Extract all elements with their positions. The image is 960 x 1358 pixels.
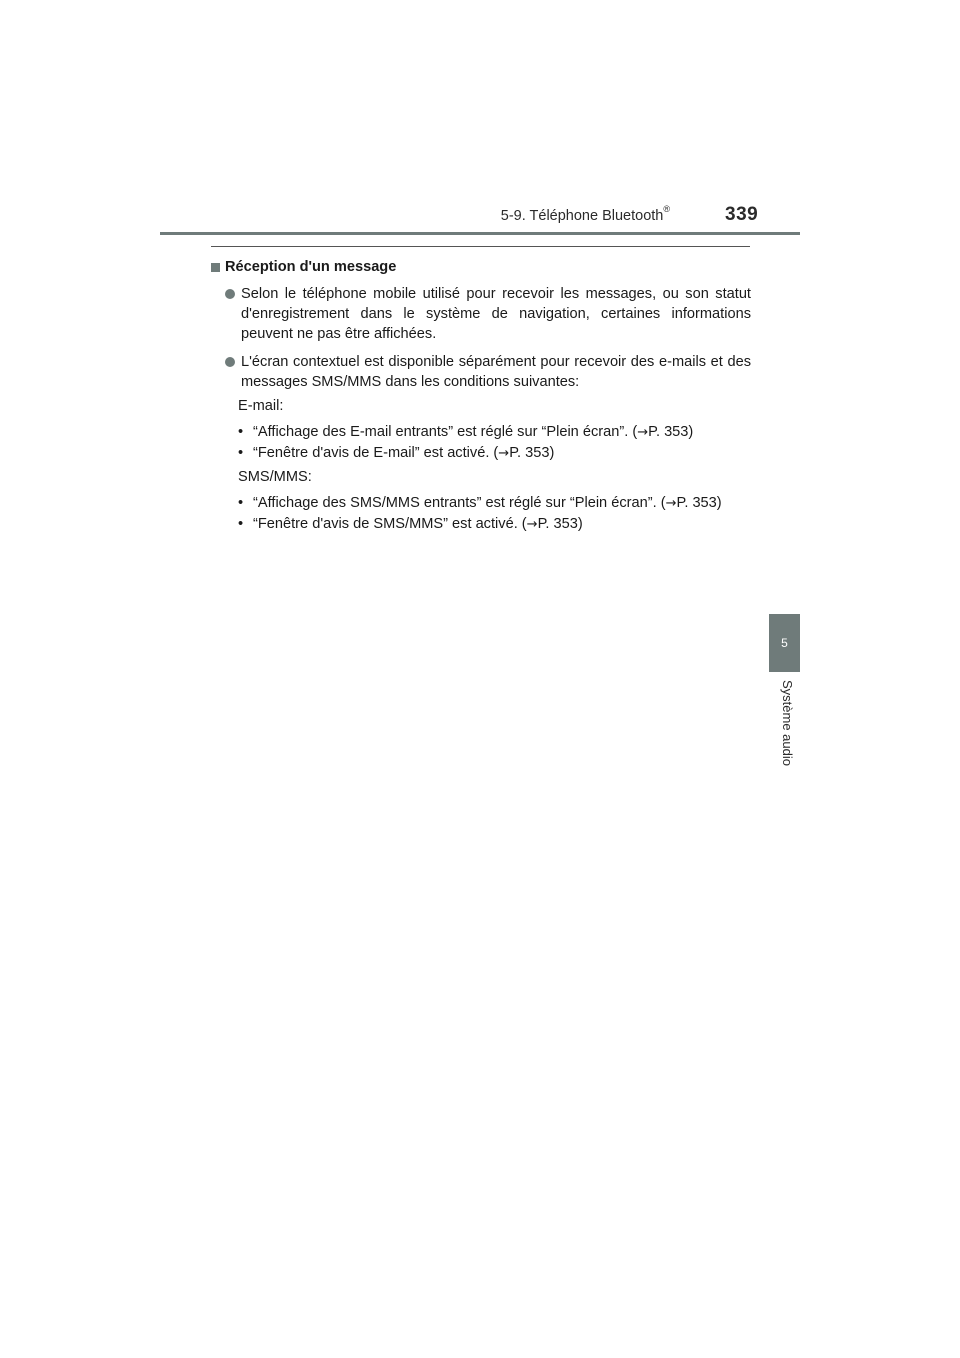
section-heading-text: Réception d'un message: [225, 259, 397, 275]
arrow-icon: →: [665, 496, 677, 511]
chapter-tab: [769, 614, 800, 672]
list-item: [238, 443, 751, 464]
bullet-item: [211, 284, 751, 344]
circle-bullet-icon: [225, 357, 235, 367]
list-item-text: “Affichage des E-mail entrants” est réglé sur “Plein écran”. (→P. 353): [253, 424, 694, 440]
list-item: [238, 514, 751, 535]
list-item-text: “Fenêtre d'avis de E-mail” est activé. (→P. 353): [253, 445, 555, 461]
page-reference[interactable]: P. 353): [648, 424, 694, 440]
page-header: [0, 0, 960, 240]
dot-bullet: •: [238, 516, 244, 532]
email-conditions: [211, 396, 751, 535]
dot-bullet: •: [238, 424, 244, 440]
list-item-text: “Affichage des SMS/MMS entrants” est réglé sur “Plein écran”. (→P. 353): [253, 495, 722, 511]
page-reference[interactable]: P. 353): [509, 445, 555, 461]
registered-mark: ®: [663, 204, 670, 214]
bullet-text: Selon le téléphone mobile utilisé pour recevoir les messages, ou son statut d'enregistrement dans le système de navigation, certaines informations peuvent ne pas être affichées.: [241, 286, 751, 342]
bullet-text: L'écran contextuel est disponible séparément pour recevoir des e-mails et des messages SMS/MMS dans les conditions suivantes:: [241, 354, 751, 390]
arrow-icon: →: [637, 425, 649, 440]
circle-bullet-icon: [225, 289, 235, 299]
list-item: [238, 493, 751, 514]
arrow-icon: →: [526, 517, 538, 532]
section-heading: [211, 257, 751, 277]
chapter-number: 5: [781, 636, 788, 650]
dot-bullet: •: [238, 495, 244, 511]
page-reference[interactable]: P. 353): [676, 495, 722, 511]
email-label: E-mail:: [238, 398, 284, 414]
sms-label: SMS/MMS:: [238, 469, 312, 485]
page-number: 339: [725, 204, 759, 225]
page-reference[interactable]: P. 353): [537, 516, 583, 532]
arrow-icon: →: [498, 446, 510, 461]
list-item: [238, 422, 751, 443]
bullet-item: [211, 352, 751, 392]
section-title: 5-9. Téléphone Bluetooth®: [500, 204, 670, 224]
chapter-label: Système audio: [780, 680, 795, 766]
header-divider: [160, 232, 800, 235]
list-item-text: “Fenêtre d'avis de SMS/MMS” est activé. (→P. 353): [253, 516, 583, 532]
dot-bullet: •: [238, 445, 244, 461]
main-content: [211, 257, 751, 535]
section-divider: [211, 246, 750, 247]
square-bullet-icon: [211, 263, 220, 272]
